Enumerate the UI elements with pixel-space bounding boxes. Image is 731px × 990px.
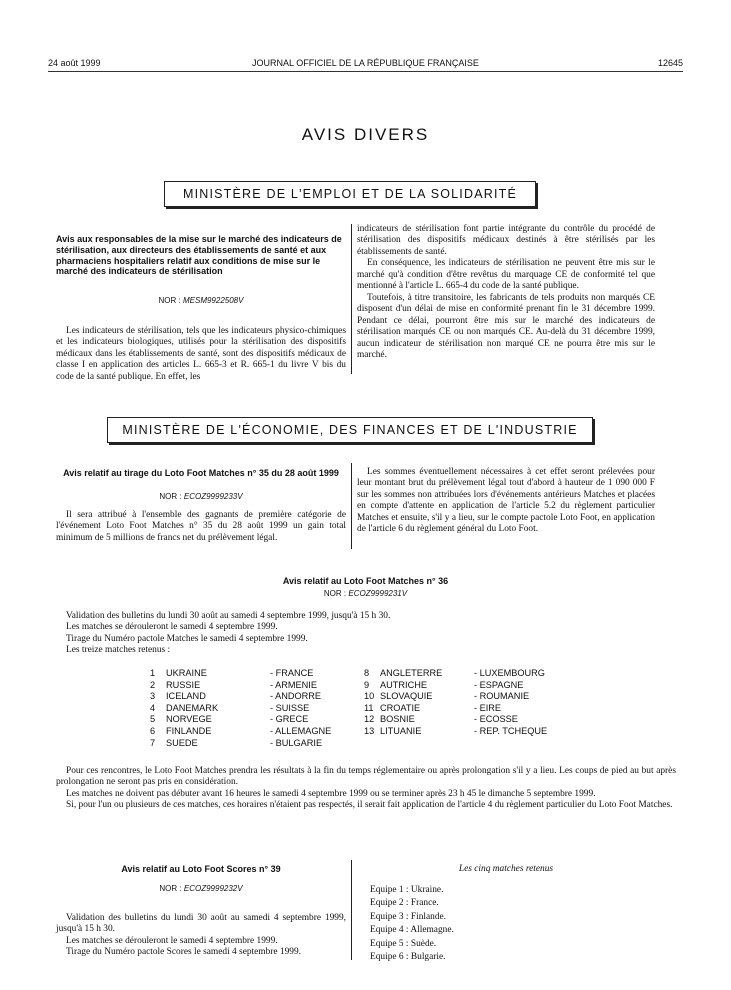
nor-reference: [56, 296, 346, 306]
list-item: 3 ICELAND - ANDORRE: [150, 691, 322, 702]
nor-label: NOR :: [159, 492, 182, 501]
right-column-text: [357, 224, 655, 362]
list-item: 11 CROATIE - EIRE: [364, 702, 502, 713]
ministry-box-economie: [107, 417, 593, 443]
list-item: 9 AUTRICHE - ESPAGNE: [364, 679, 524, 690]
list-item: 8 ANGLETERRE - LUXEMBOURG: [364, 668, 545, 678]
column-divider: [351, 463, 352, 549]
list-item: 7 SUEDE - BULGARIE: [150, 737, 323, 748]
notice-title-sterilisation: Avis aux responsables de la mise sur le marché des indicateurs de stérilisation, aux directeurs des établissements de santé et aux pharmaciens hospitaliers relatif aux conditions de mise sur le marché des indicateurs de stérilisation: [56, 234, 342, 277]
team-list: [370, 884, 570, 964]
list-item: Equipe 6 : Bulgarie.: [370, 952, 446, 963]
paragraph: Validation des bulletins du lundi 30 août au samedi 4 septembre 1999, jusqu'à 15 h 30.: [56, 913, 346, 935]
text-line: Les treize matches retenus :: [66, 645, 171, 656]
paragraph: Si, pour l'un ou plusieurs de ces matches, ces horaires n'étaient pas respectés, il serait fait application de l'article 4 du règlement particulier du Loto Foot Matches.: [66, 800, 673, 811]
header-divider: [48, 71, 683, 72]
list-item: Equipe 3 : Finlande.: [370, 911, 447, 922]
paragraph: Les indicateurs de stérilisation, tels que les indicateurs physico-chimiques et les indicateurs biologiques, utilisés pour la stérilisation des dispositifs médicaux dans les établissements de santé, sont des dispositifs médicaux de classe I en application des articles L. 665-3 et R. 665-1 du livre V bis du code de la santé publique. En effet, les: [56, 326, 346, 382]
page-header: [48, 58, 683, 72]
paragraph: Les sommes éventuellement nécessaires à cet effet seront prélevées pour leur montant brut du prélèvement légal tout d'abord à hauteur de 1 090 000 F sur les sommes non attribuées lors d'événements antérieurs Matches et placées en compte d'attente en application de l'article 5.2 du règlement particulier Matches et ensuite, s'il y a lieu, sur le compte pactole Loto Foot, en application de l'article 6 du règlement général du Loto Foot.: [357, 467, 655, 535]
paragraph: Il sera attribué à l'ensemble des gagnants de première catégorie de l'événement Loto Foot Matches n° 35 du 28 août 1999 un gain total minimum de 5 millions de francs net du prélèvement légal.: [56, 510, 346, 543]
right-column-text: [357, 467, 655, 536]
ministry-box-emploi: [164, 181, 536, 207]
ministry-name: MINISTÈRE DE L'ÉCONOMIE, DES FINANCES ET DE L'INDUSTRIE: [122, 423, 578, 437]
nor-code: ECOZ9999233V: [183, 492, 243, 501]
list-item: 4 DANEMARK - SUISSE: [150, 702, 310, 713]
list-item: 1 UKRAINE - FRANCE: [150, 668, 314, 678]
paragraph: Les matches ne doivent pas débuter avant 16 heures le samedi 4 septembre 1999 ou se terminer après 23 h 45 le dimanche 5 septembre 1999.: [66, 788, 596, 799]
nor-code: ECOZ9999232V: [183, 884, 243, 893]
matches-list-right: [364, 668, 614, 738]
notice-title-loto-39: Avis relatif au Loto Foot Scores n° 39: [121, 864, 281, 874]
nor-label: NOR :: [158, 296, 181, 305]
nor-reference: [56, 884, 346, 894]
paragraph: En conséquence, les indicateurs de stérilisation ne peuvent être mis sur le marché qu'à condition d'être revêtus du marquage CE de conformité tel que mentionné à l'article L. 665-4 du code de la santé publique.: [357, 258, 655, 292]
notice-title-loto-35: Avis relatif au tirage du Loto Foot Matches n° 35 du 28 août 1999: [63, 468, 339, 478]
list-item: 2 RUSSIE - ARMENIE: [150, 679, 317, 690]
text-line: Validation des bulletins du lundi 30 août au samedi 4 septembre 1999, jusqu'à 15 h 30.: [66, 611, 391, 621]
matches-list-left: [150, 668, 350, 749]
header-date: 24 août 1999: [48, 58, 101, 68]
left-column-text: [56, 510, 346, 544]
paragraph: indicateurs de stérilisation font partie intégrante du contrôle du procédé de stérilisation des dispositifs médicaux destinés à être stérilisés par les établissements de santé.: [357, 224, 655, 257]
column-divider: [351, 224, 352, 374]
nor-label: NOR :: [159, 884, 182, 893]
paragraph: Tirage du Numéro pactole Scores le samedi 4 septembre 1999.: [66, 947, 302, 958]
nor-reference: [0, 589, 731, 599]
left-column-text: [56, 913, 346, 959]
column-divider: [351, 860, 352, 960]
main-title: AVIS DIVERS: [301, 125, 430, 144]
ministry-name: MINISTÈRE DE L'EMPLOI ET DE LA SOLIDARITÉ: [182, 187, 518, 201]
list-item: Equipe 1 : Ukraine.: [370, 885, 444, 895]
text-line: Les matches se dérouleront le samedi 4 septembre 1999.: [66, 622, 278, 633]
text-line: Tirage du Numéro pactole Matches le samedi 4 septembre 1999.: [66, 633, 308, 644]
list-item: Equipe 5 : Suède.: [370, 938, 437, 949]
nor-reference: [56, 492, 346, 502]
list-item: 12 BOSNIE - ECOSSE: [364, 714, 518, 725]
list-item: 10 SLOVAQUIE - ROUMANIE: [364, 691, 530, 702]
nor-code: MESM9922508V: [182, 296, 244, 305]
list-item: 13 LITUANIE - REP. TCHEQUE: [364, 725, 548, 736]
notice-title-loto-36: Avis relatif au Loto Foot Matches n° 36: [282, 576, 449, 586]
list-item: Equipe 4 : Allemagne.: [370, 925, 454, 936]
loto-36-closing: [56, 766, 676, 812]
paragraph: Pour ces rencontres, le Loto Foot Matches prendra les résultats à la fin du temps réglementaire ou après prolongation s'il y a lieu. Les coups de pied au but après prolongation ne seront pas pris en considération.: [56, 766, 676, 788]
list-item: 6 FINLANDE - ALLEMAGNE: [150, 725, 332, 736]
header-journal-title: JOURNAL OFFICIEL DE LA RÉPUBLIQUE FRANÇAISE: [252, 58, 479, 68]
paragraph: Toutefois, à titre transitoire, les fabricants de tels produits non marqués CE disposent d'un délai de mise en conformité prenant fin le 31 décembre 1999. Pendant ce délai, pourront être mis sur le marché des indicateurs de stérilisation marqués CE ou non marqués CE. Au-delà du 31 décembre 1999, aucun indicateur de stérilisation non marqué CE ne pourra être mis sur le marché.: [357, 292, 655, 361]
header-page-number: 12645: [657, 58, 683, 68]
left-column-text: [56, 326, 346, 383]
list-item: Equipe 2 : France.: [370, 898, 439, 909]
selected-matches-heading: Les cinq matches retenus: [458, 864, 554, 874]
list-item: 5 NORVEGE - GRECE: [150, 714, 309, 725]
nor-code: ECOZ9999231V: [348, 589, 408, 598]
loto-36-intro: [56, 611, 676, 657]
paragraph: Les matches se dérouleront le samedi 4 septembre 1999.: [66, 935, 278, 946]
nor-label: NOR :: [323, 589, 347, 598]
